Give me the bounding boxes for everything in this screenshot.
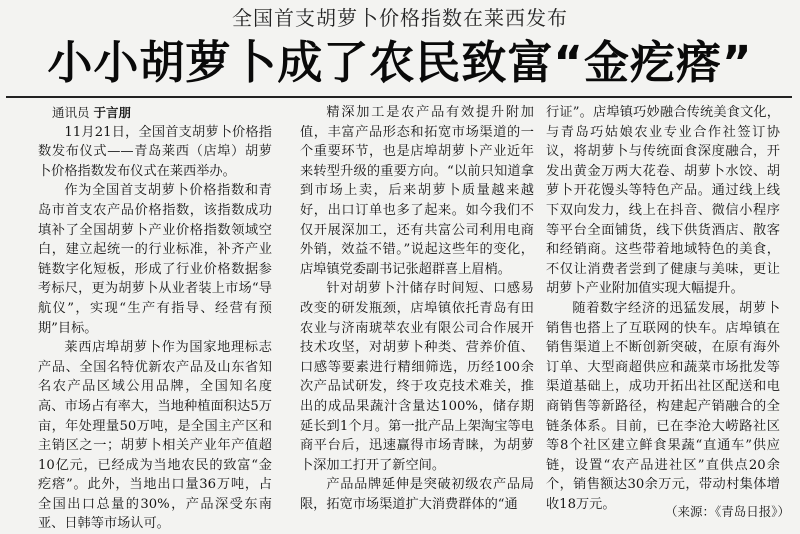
article-column-2 [300, 103, 534, 514]
paragraph: 产品品牌延伸是突破初级农产品局限，拓宽市场渠道扩大消费群体的“通 [300, 477, 534, 512]
paragraph: 11月21日，全国首支胡萝卜价格指数发布仪式——青岛莱西（店埠）胡萝卜价格指数发布仪式在莱西举办。 [38, 124, 272, 179]
byline-label: 通讯员 [52, 105, 90, 120]
article-headline: 小小胡萝卜成了农民致富“金疙瘩” [47, 36, 753, 89]
paragraph: 针对胡萝卜汁储存时间短、口感易改变的研发瓶颈，店埠镇依托青岛有田农业与济南琥萃农业有限公司合作展开技术攻坚，对胡萝卜种类、营养价值、口感等要素进行精细筛选，历经100余次产品试研发，终于攻克技术难关，推出的成品果蔬汁含量达100%，储存期延长到1个月。第一批产品上架淘宝等电商平台后，迅速赢得市场青睐，为胡萝卜深加工打开了新空间。 [300, 281, 534, 473]
article-column-3 [546, 103, 780, 514]
article-column-1 [38, 103, 272, 534]
paragraph: 精深加工是农产品有效提升附加值，丰富产品形态和拓宽市场渠道的一个重要环节，也是店埠胡萝卜产业近年来转型升级的重要方向。“以前只知道拿到市场上卖，后来胡萝卜质量越来越好，出口订单也多了起来。如今我们不仅开展深加工，还有共富公司利用电商外销，效益不错。”说起这些年的变化，店埠镇党委副书记张超群喜上眉梢。 [300, 105, 534, 277]
headline-rule [6, 96, 792, 98]
paragraph-continued: 行证”。店埠镇巧妙融合传统美食文化，与青岛巧姑娘农业专业合作社签订协议，将胡萝卜与传统面食深度融合，开发出黄金万两大花卷、胡萝卜水饺、胡萝卜开花馒头等特色产品。通过线上线下双向发力，线上在抖音、微信小程序等平台全面铺货，线下供货酒店、散客和经销商。这些带着地域特色的美食，不仅让消费者尝到了健康与美味，更让胡萝卜产业附加值实现大幅提升。 [546, 105, 780, 297]
paragraph: 作为全国首支胡萝卜价格指数和青岛市首支农产品价格指数，该指数成功填补了全国胡萝卜产业价格指数领域空白，建立起统一的行业标准，补齐产业链数字化短板，形成了行业价格数据参考标尺，更为胡萝卜从业者装上市场“导航仪”，实现“生产有指导、经营有预期”目标。 [38, 183, 272, 336]
paragraph: 莱西店埠胡萝卜作为国家地理标志产品、全国名特优新农产品及山东省知名农产品区域公用品牌，全国知名度高、市场占有率大，当地种植面积达5万亩，年处理量50万吨，是全国主产区和主销区之一；胡萝卜相关产业年产值超10亿元，已经成为当地农民的致富“金疙瘩”。此外，当地出口量36万吨，占全国出口总量的30%，产品深受东南亚、日韩等市场认可。 [38, 340, 272, 532]
article-kicker: 全国首支胡萝卜价格指数在莱西发布 [232, 6, 568, 30]
byline [38, 103, 272, 123]
paragraph: 随着数字经济的迅猛发展，胡萝卜销售也搭上了互联网的快车。店埠镇在销售渠道上不断创新突破，在原有海外订单、大型商超供应和蔬菜市场批发等渠道基础上，成功开拓出社区配送和电商销售等新路径，构建起产销融合的全链条体系。目前，已在李沧大崂路社区等8个社区建立鲜食果蔬“直通车”供应链，设置“农产品进社区”直供点20余个，销售额达30余万元，带动村集体增收18万元。 [546, 300, 780, 512]
source-credit: （来源：《青岛日报》） [664, 504, 790, 519]
byline-name: 于言朋 [93, 105, 132, 120]
